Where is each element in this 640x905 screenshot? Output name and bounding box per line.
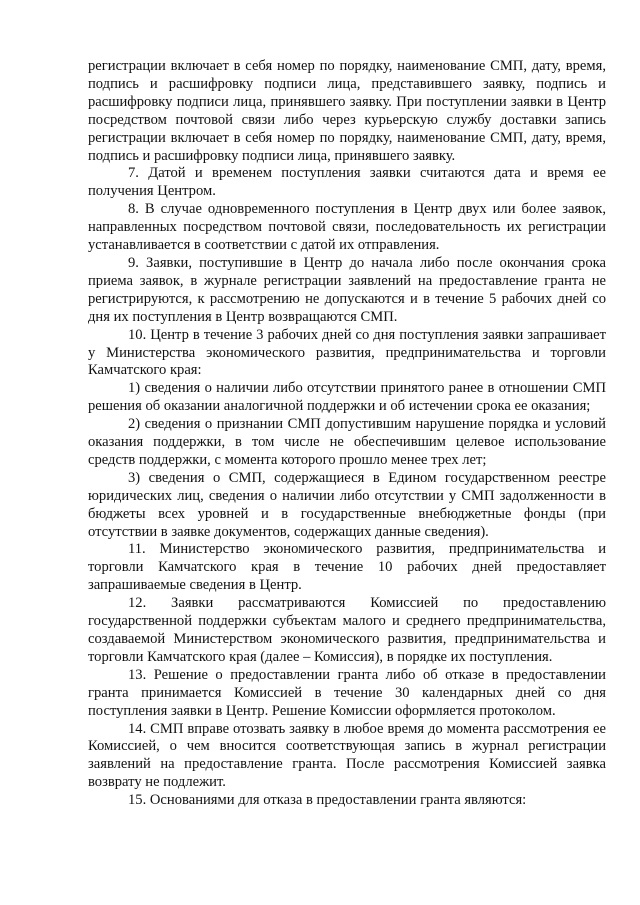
paragraph-10: 10. Центр в течение 3 рабочих дней со дня поступления заявки запрашивает у Министерства экономического развития, предпринимательства и торговли Камчатского края: bbox=[88, 326, 606, 379]
paragraph-14: 14. СМП вправе отозвать заявку в любое время до момента рассмотрения ее Комиссией, о чем вносится соответствующая запись в журнал регистрации заявлений на предоставление гранта. После рассмотрения Комиссией заявка возврату не подлежит. bbox=[88, 720, 606, 791]
paragraph-11: 11. Министерство экономического развития, предпринимательства и торговли Камчатского края в течение 10 рабочих дней предоставляет запрашиваемые сведения в Центр. bbox=[88, 541, 606, 594]
paragraph-10-item-1: 1) сведения о наличии либо отсутствии принятого ранее в отношении СМП решения об оказании аналогичной поддержки и об истечении срока ее оказания; bbox=[88, 380, 606, 415]
paragraph-10-item-2: 2) сведения о признании СМП допустившим нарушение порядка и условий оказания поддержки, в том числе не обеспечившим целевое использование средств поддержки, с момента которого прошло менее трех лет; bbox=[88, 416, 606, 468]
paragraph-10-item-3: 3) сведения о СМП, содержащиеся в Едином государственном реестре юридических лиц, сведения о наличии либо отсутствии у СМП задолженности в бюджеты всех уровней и в государственные внебюджетные фонды (при отсутствии в заявке документов, содержащих данные сведения). bbox=[88, 469, 606, 540]
paragraph-12: 12. Заявки рассматриваются Комиссией по предоставлению государственной поддержки субъектам малого и среднего предпринимательства, создаваемой Министерством экономического развития, предпринимательства и торговли Камчатского края (далее – Комиссия), в порядке их поступления. bbox=[88, 595, 606, 665]
paragraph-9: 9. Заявки, поступившие в Центр до начала либо после окончания срока приема заявок, в журнале регистрации заявлений на предоставление гранта не регистрируются, к рассмотрению не допускаются и в течение 5 рабочих дней со дня их поступления в Центр возвращаются СМП. bbox=[88, 254, 606, 325]
paragraph-13: 13. Решение о предоставлении гранта либо об отказе в предоставлении гранта принимается Комиссией в течение 30 календарных дней со дня поступления заявки в Центр. Решение Комиссии оформляется протоколом. bbox=[88, 666, 606, 719]
paragraph-15: 15. Основаниями для отказа в предоставлении гранта являются: bbox=[128, 792, 527, 809]
paragraph-7: 7. Датой и временем поступления заявки считаются дата и время ее получения Центром. bbox=[88, 165, 606, 200]
paragraph-8: 8. В случае одновременного поступления в Центр двух или более заявок, направленных посредством почтовой связи, последовательность их регистрации устанавливается в соответствии с датой их отправления. bbox=[88, 201, 606, 254]
paragraph-registration-continued: регистрации включает в себя номер по порядку, наименование СМП, дату, время, подпись и расшифровку подписи лица, представившего заявку, подпись и расшифровку подписи лица, принявшего заявку. При поступлении заявки в Центр посредством почтовой связи либо через курьерскую службу доставки запись регистрации включает в себя номер по порядку, наименование СМП, дату, время, подпись и расшифровку подписи лица, принявшего заявку. bbox=[88, 58, 606, 164]
document-page bbox=[88, 58, 606, 810]
